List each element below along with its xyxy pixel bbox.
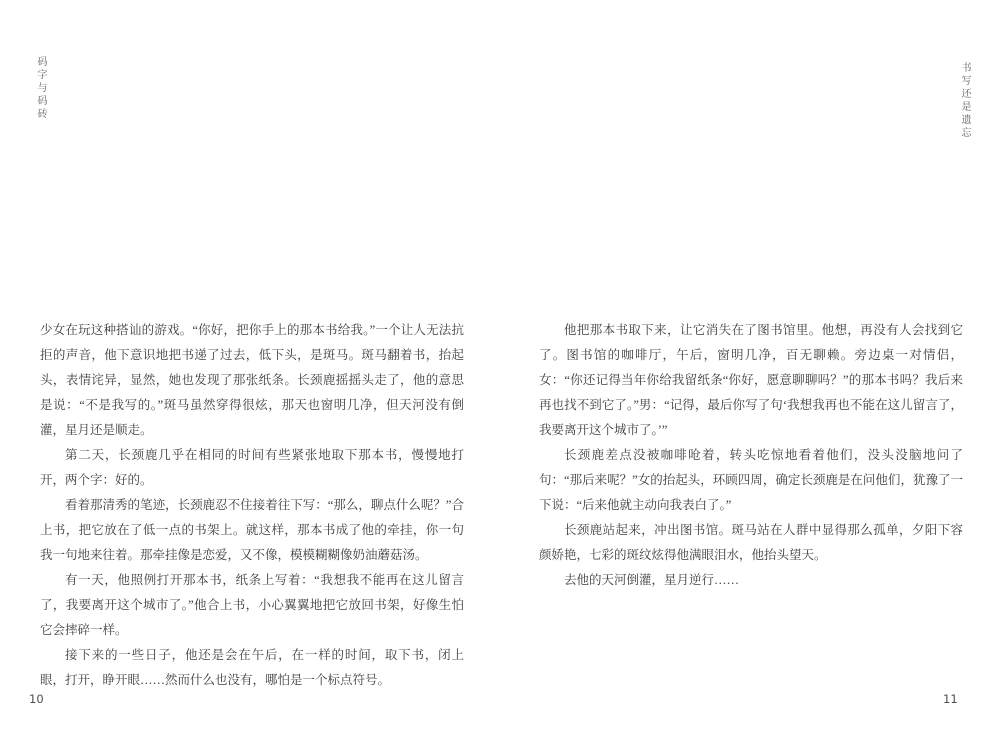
paragraph: 长颈鹿差点没被咖啡呛着，转头吃惊地看着他们，没头没脑地问了句：“那后来呢？”女的抬起头，环顾四周，确定长颈鹿是在问他们，犹豫了一下说：“后来他就主动向我表白了。” [539,448,963,512]
paragraph: 他把那本书取下来，让它消失在了图书馆里。他想，再没有人会找到它了。图书馆的咖啡厅，午后，窗明几净，百无聊赖。旁边桌一对情侣，女：“你还记得当年你给我留纸条“你好，愿意聊聊吗？”的那本书吗？我后来再也找不到它了。”男：“记得，最后你写了句‘我想我再也不能在这儿留言了，我要离开这个城市了。’” [539,323,963,437]
page-number-left: 10 [29,692,44,706]
paragraph: 接下来的一些日子，他还是会在午后，在一样的时间，取下书，闭上眼，打开，睁开眼……然而什么也没有，哪怕是一个标点符号。 [40,648,464,687]
paragraph: 有一天，他照例打开那本书，纸条上写着：“我想我不能再在这儿留言了，我要离开这个城市了。”他合上书，小心翼翼地把它放回书架，好像生怕它会摔碎一样。 [40,573,464,637]
running-head-chapter-title: 书写还是遗忘 [959,62,970,140]
paragraph: 长颈鹿站起来，冲出图书馆。斑马站在人群中显得那么孤单，夕阳下容颜娇艳，七彩的斑纹炫得他满眼泪水，他抬头望天。 [539,523,963,562]
running-head-book-title: 码字与码砖 [35,56,46,121]
left-page-text [40,318,464,693]
right-page-text [539,318,963,593]
paragraph: 第二天，长颈鹿几乎在相同的时间有些紧张地取下那本书，慢慢地打开，两个字：好的。 [40,448,464,487]
paragraph: 去他的天河倒灌，星月逆行…… [564,573,740,587]
page-number-right: 11 [943,692,958,706]
paragraph: 看着那清秀的笔迹，长颈鹿忍不住接着往下写：“那么，聊点什么呢？”合上书，把它放在了低一点的书架上。就这样，那本书成了他的牵挂，你一句我一句地来往着。那牵挂像是恋爱，又不像，模模糊糊像奶油蘑菇汤。 [40,498,464,562]
paragraph: 少女在玩这种搭讪的游戏。“你好，把你手上的那本书给我。”一个让人无法抗拒的声音，他下意识地把书递了过去，低下头，是斑马。斑马翻着书，抬起头，表情诧异，显然，她也发现了那张纸条。长颈鹿摇摇头走了，他的意思是说：“不是我写的。”斑马虽然穿得很炫，那天也窗明几净，但天河没有倒灌，星月还是顺走。 [40,323,464,437]
